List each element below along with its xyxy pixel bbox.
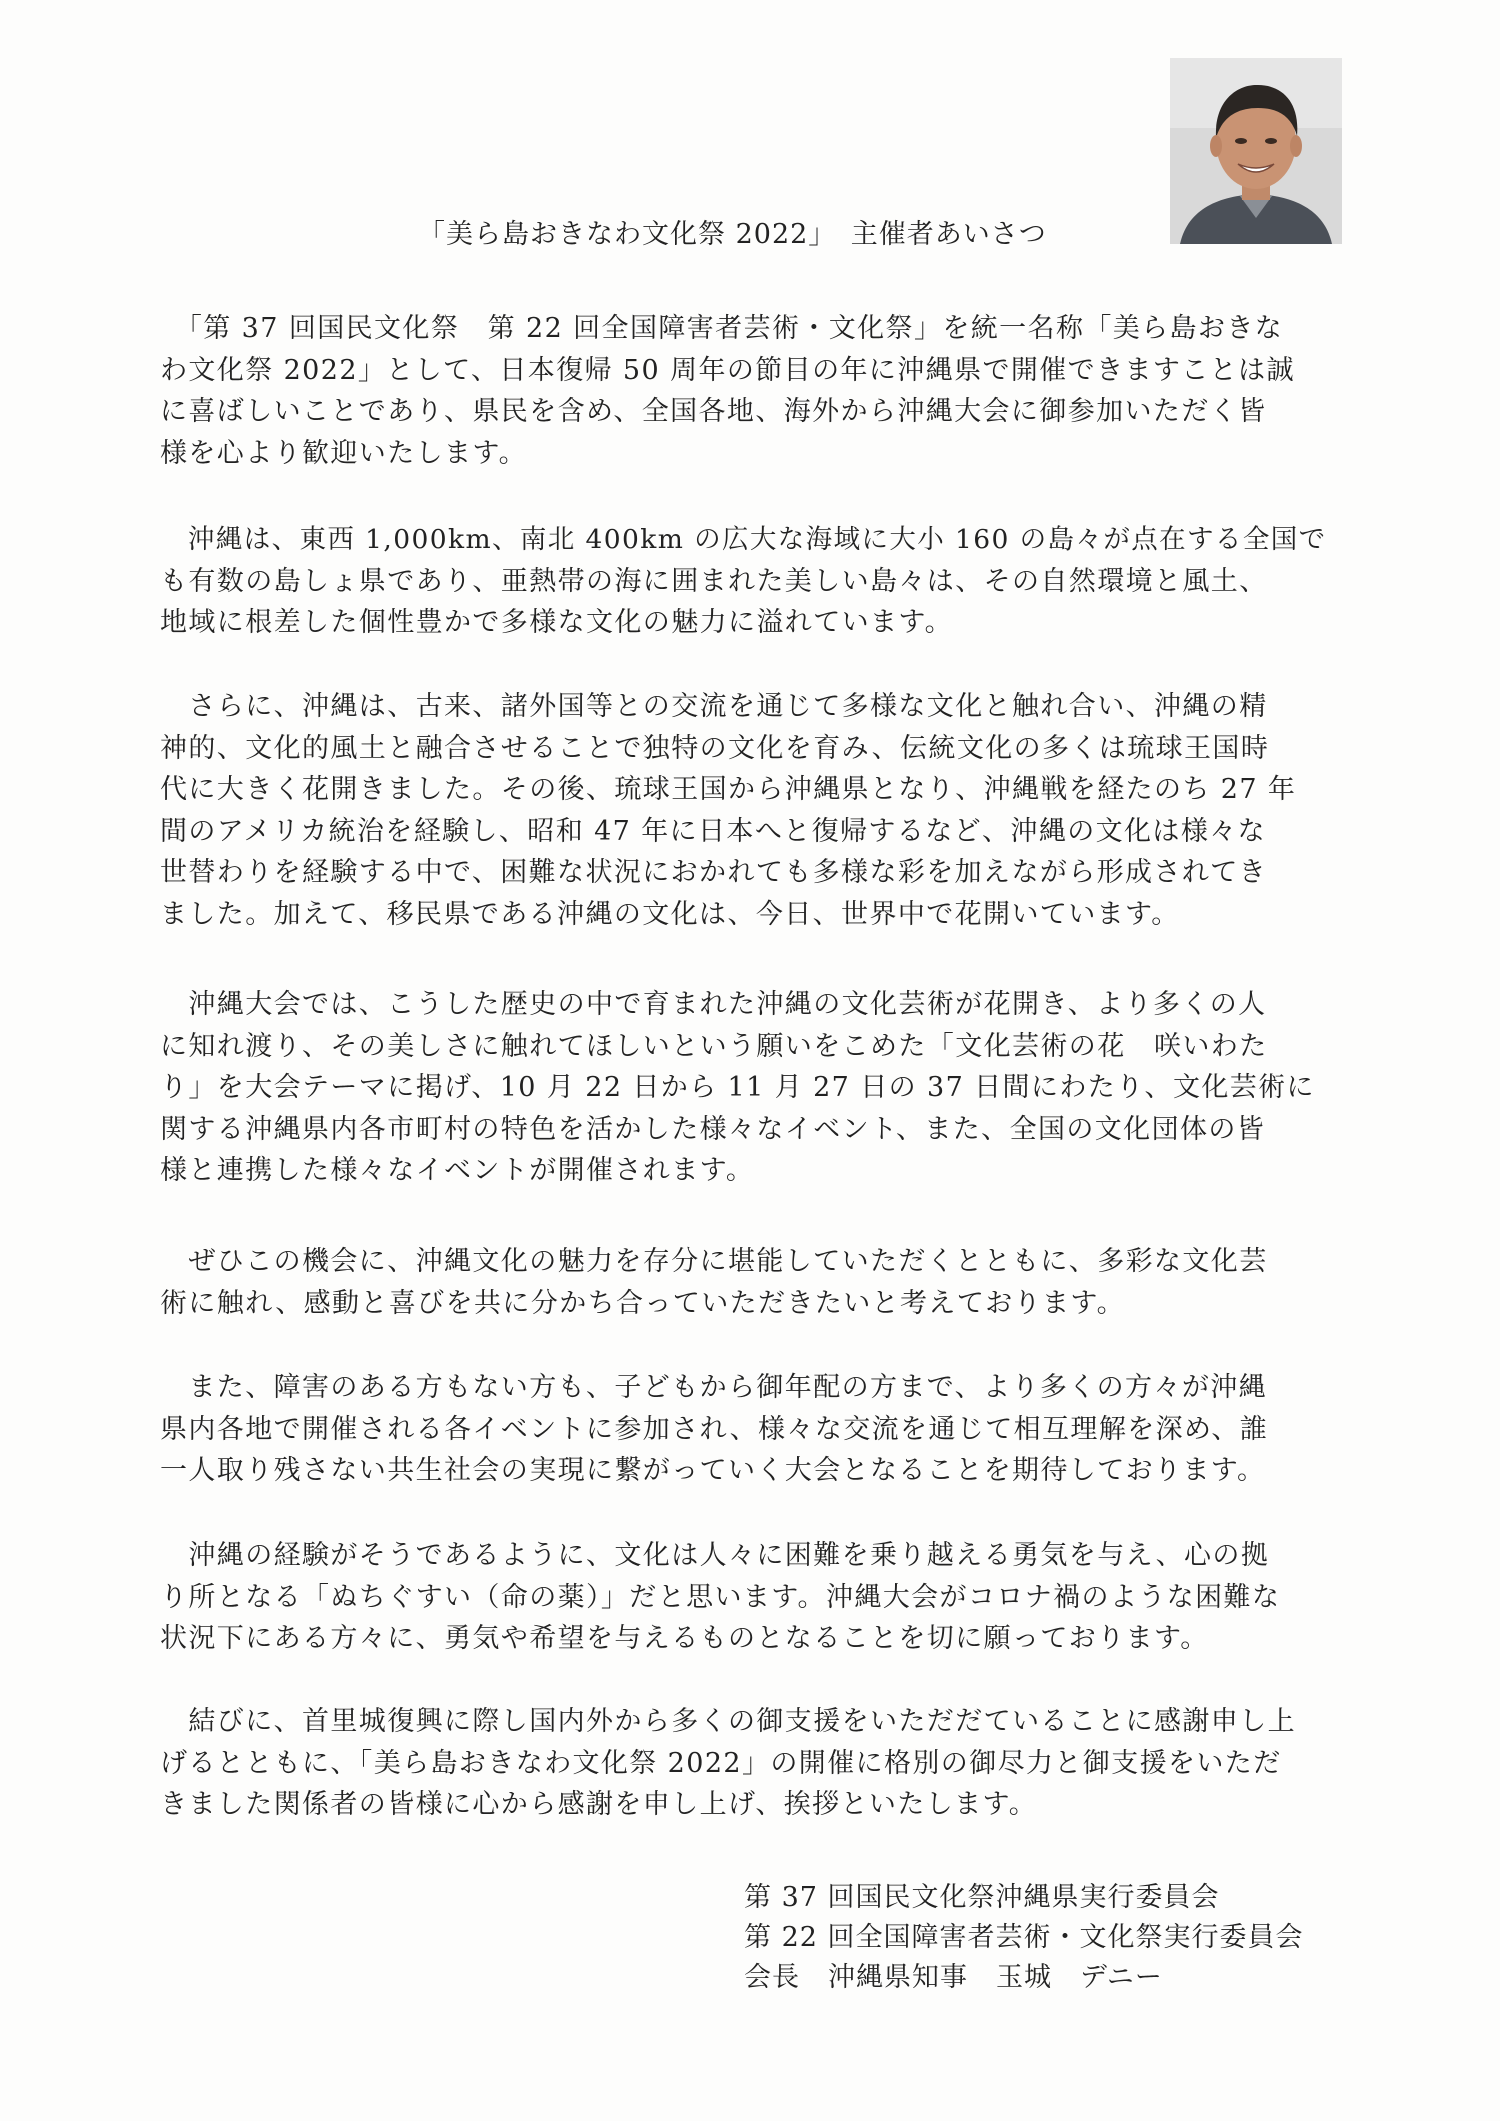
- signature-line: 第 22 回全国障害者芸術・文化祭実行委員会: [744, 1922, 1304, 1953]
- text-line: 代に大きく花開きました。その後、琉球王国から沖縄県となり、沖縄戦を経たのち 27 年: [160, 774, 1297, 805]
- text-line: に喜ばしいことであり、県民を含め、全国各地、海外から沖縄大会に御参加いただく皆: [160, 396, 1267, 427]
- text-line: も有数の島しょ県であり、亜熱帯の海に囲まれた美しい島々は、その自然環境と風土、: [160, 565, 1268, 597]
- paragraph-1: [160, 308, 1340, 474]
- page-title: 「美ら島おきなわ文化祭 2022」 主催者あいさつ: [418, 219, 1047, 250]
- text-line: げるとともに、「美ら島おきなわ文化祭 2022」の開催に格別の御尽力と御支援をいただ: [160, 1747, 1282, 1779]
- paragraph-5: [160, 1241, 1340, 1324]
- text-line: きました関係者の皆様に心から感謝を申し上げ、挨拶といたします。: [160, 1789, 1038, 1820]
- text-line: わ文化祭 2022」として、日本復帰 50 周年の節目の年に沖縄県で開催できますことは誠: [160, 354, 1295, 386]
- signature-block: [744, 1878, 1304, 1998]
- text-line: 「第 37 回国民文化祭 第 22 回全国障害者芸術・文化祭」を統一名称「美ら島おきな: [160, 313, 1284, 344]
- signature-line: 第 37 回国民文化祭沖縄県実行委員会: [744, 1882, 1220, 1913]
- text-line: ました。加えて、移民県である沖縄の文化は、今日、世界中で花開いています。: [160, 898, 1180, 930]
- paragraph-7: [160, 1535, 1340, 1660]
- paragraph-6: [160, 1367, 1340, 1492]
- paragraph-4: [160, 984, 1340, 1192]
- text-line: 一人取り残さない共生社会の実現に繋がっていく大会となることを期待しております。: [160, 1455, 1266, 1486]
- text-line: 沖縄の経験がそうであるように、文化は人々に困難を乗り越える勇気を与え、心の拠: [160, 1540, 1270, 1571]
- text-line: 様を心より歓迎いたします。: [160, 437, 528, 469]
- text-line: 地域に根差した個性豊かで多様な文化の魅力に溢れています。: [160, 607, 954, 638]
- text-line: 県内各地で開催される各イベントに参加され、様々な交流を通じて相互理解を深め、誰: [160, 1413, 1269, 1445]
- text-line: 神的、文化的風土と融合させることで独特の文化を育み、伝統文化の多くは琉球王国時: [160, 732, 1270, 764]
- text-line: 関する沖縄県内各市町村の特色を活かした様々なイベント、また、全国の文化団体の皆: [160, 1113, 1266, 1145]
- text-line: 様と連携した様々なイベントが開催されます。: [160, 1155, 755, 1186]
- text-line: また、障害のある方もない方も、子どもから御年配の方まで、より多くの方々が沖縄: [160, 1372, 1268, 1403]
- portrait-illustration: [1170, 58, 1342, 244]
- signature-line: 会長 沖縄県知事 玉城 デニー: [744, 1962, 1163, 1993]
- text-line: り」を大会テーマに掲げ、10 月 22 日から 11 月 27 日の 37 日間にわたり、文化芸術に: [160, 1072, 1315, 1103]
- text-line: 状況下にある方々に、勇気や希望を与えるものとなることを切に願っております。: [160, 1623, 1209, 1654]
- text-line: ぜひこの機会に、沖縄文化の魅力を存分に堪能していただくとともに、多彩な文化芸: [160, 1246, 1268, 1277]
- text-line: 結びに、首里城復興に際し国内外から多くの御支援をいただだていることに感謝申し上: [160, 1706, 1296, 1737]
- text-line: 沖縄大会では、こうした歴史の中で育まれた沖縄の文化芸術が花開き、より多くの人: [160, 989, 1267, 1020]
- text-line: 沖縄は、東西 1,000km、南北 400km の広大な海域に大小 160 の島々が点在する全国で: [160, 524, 1327, 555]
- portrait-photo: [1170, 58, 1342, 244]
- text-line: 間のアメリカ統治を経験し、昭和 47 年に日本へと復帰するなど、沖縄の文化は様々な: [160, 815, 1267, 847]
- text-line: に知れ渡り、その美しさに触れてほしいという願いをこめた「文化芸術の花 咲いわた: [160, 1030, 1268, 1062]
- text-line: 術に触れ、感動と喜びを共に分かち合っていただきたいと考えております。: [160, 1287, 1126, 1319]
- paragraph-3: [160, 686, 1340, 935]
- paragraph-2: [160, 519, 1340, 644]
- text-line: さらに、沖縄は、古来、諸外国等との交流を通じて多様な文化と触れ合い、沖縄の精: [160, 691, 1268, 722]
- paragraph-8: [160, 1701, 1340, 1826]
- text-line: り所となる「ぬちぐすい（命の薬）」だと思います。沖縄大会がコロナ禍のような困難な: [160, 1581, 1281, 1613]
- text-line: 世替わりを経験する中で、困難な状況におかれても多様な彩を加えながら形成されてき: [160, 857, 1268, 888]
